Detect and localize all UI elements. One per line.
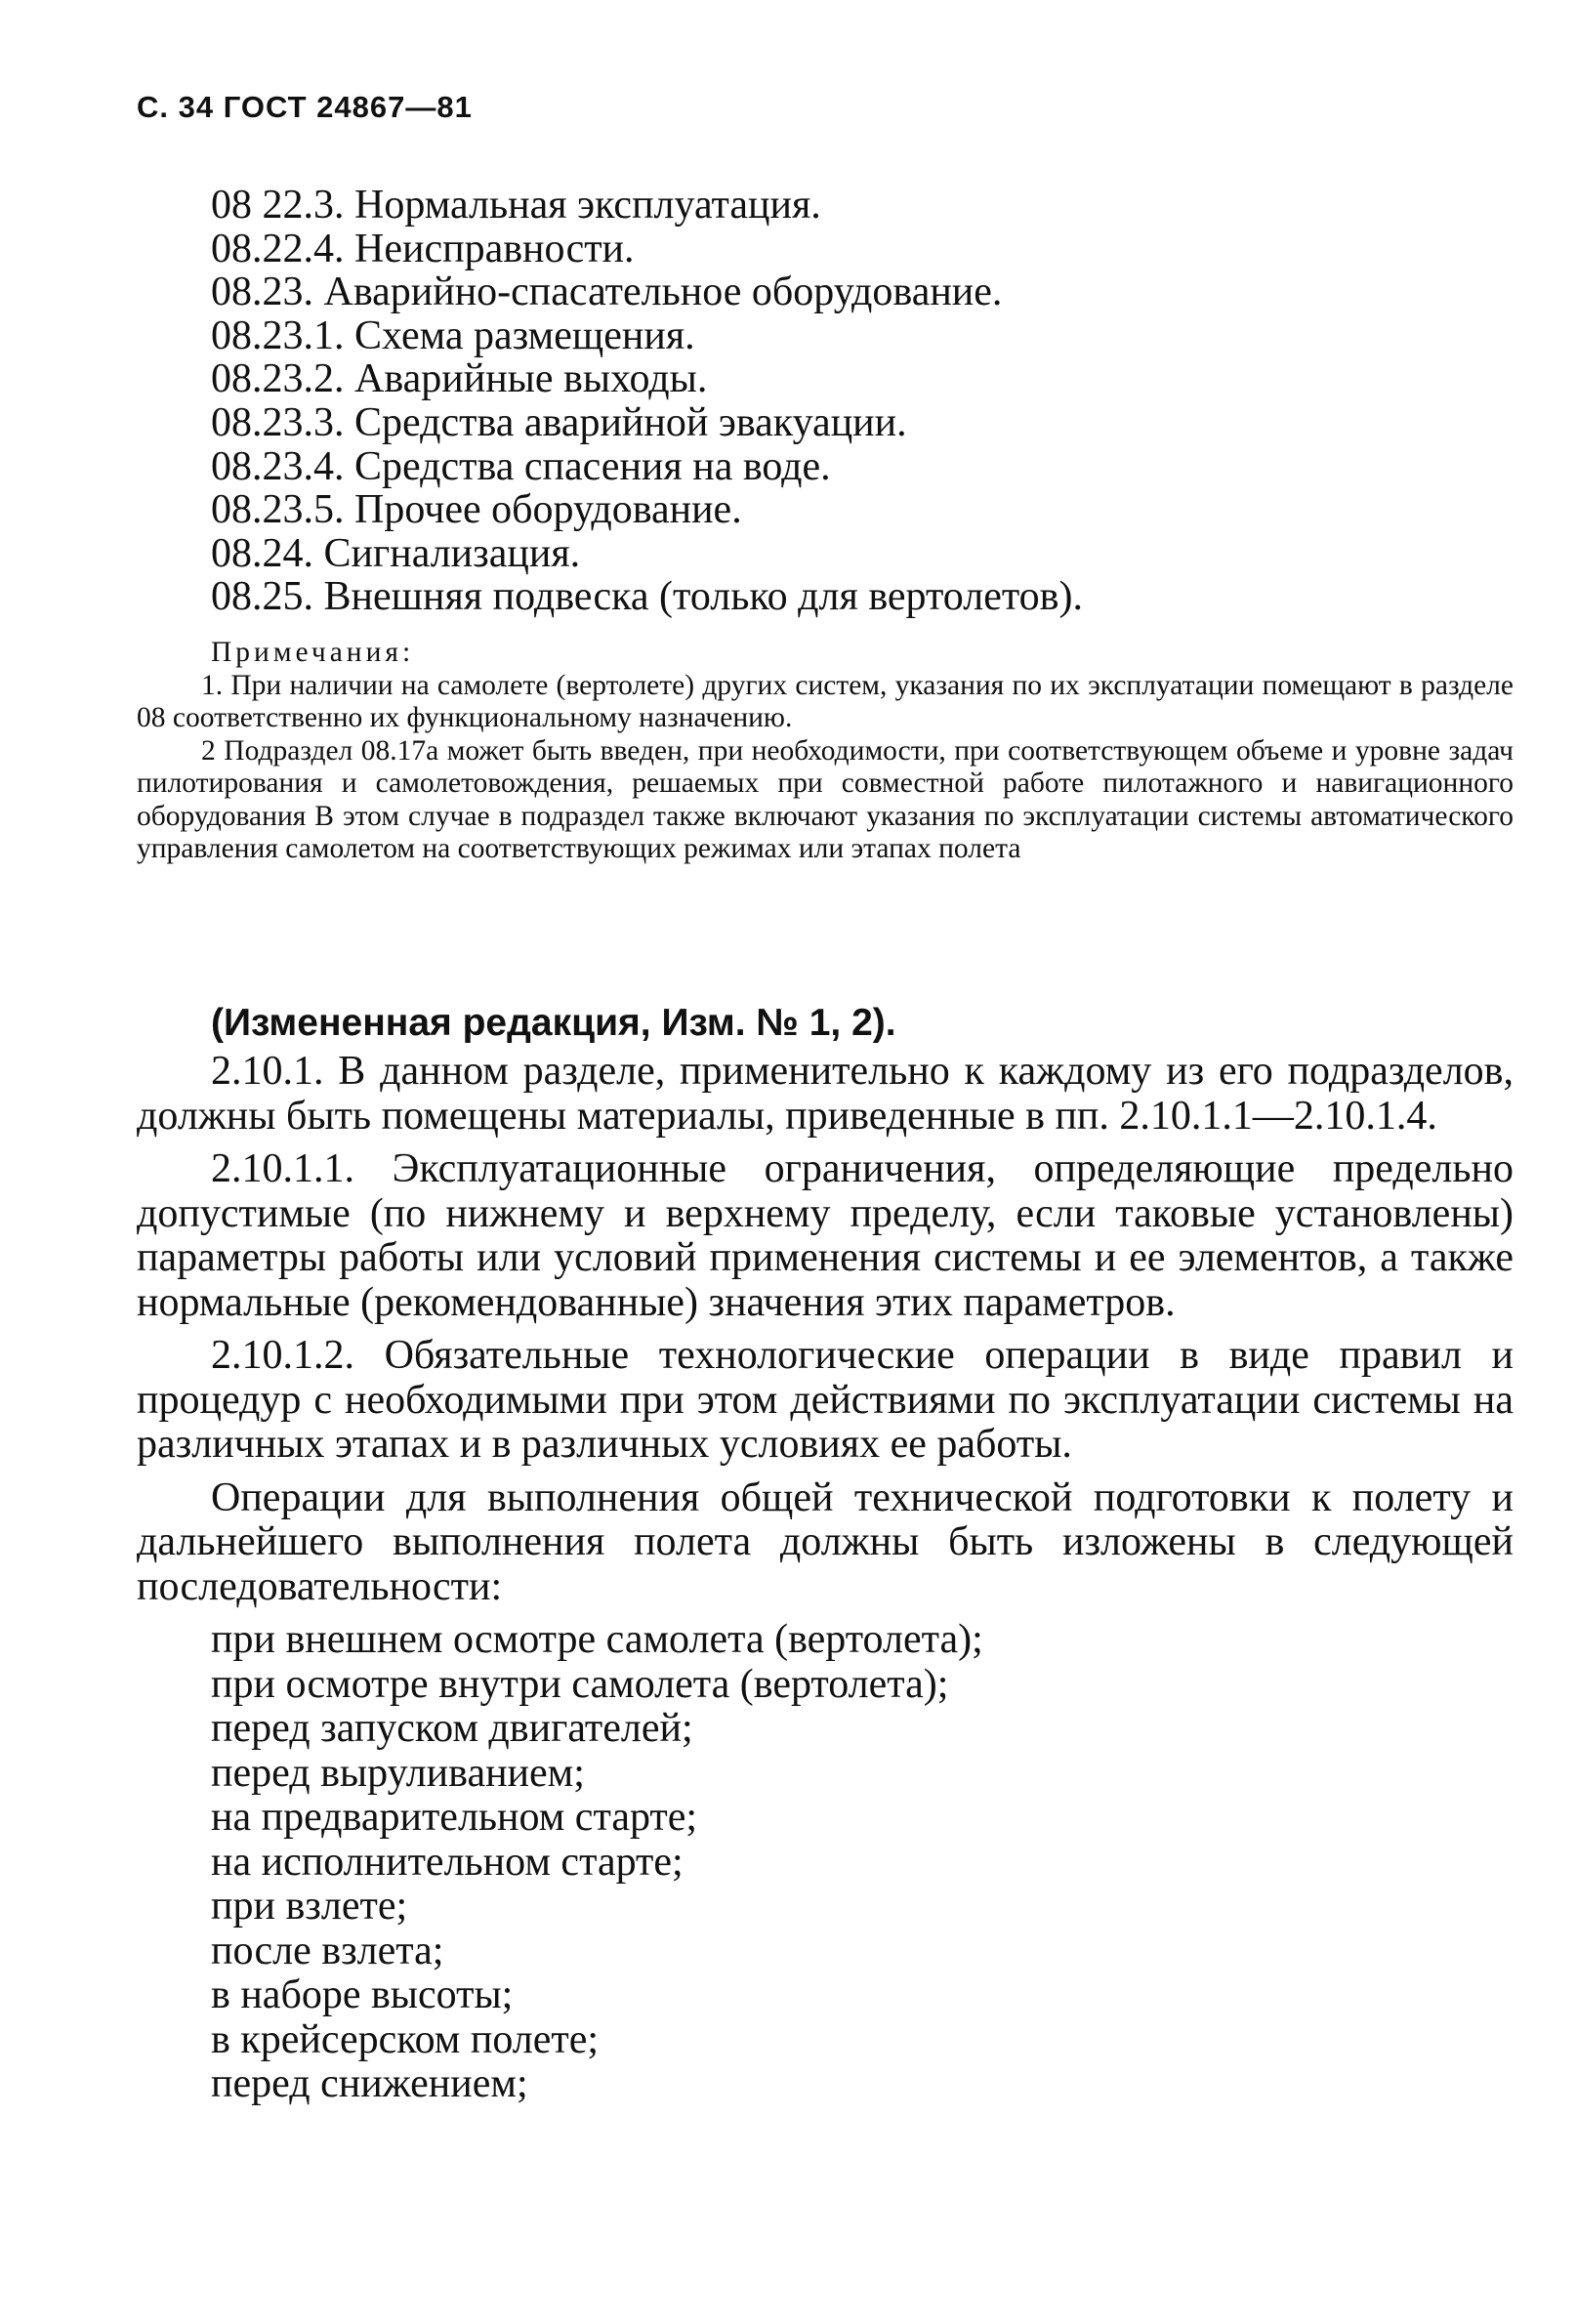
paragraph: 2.10.1. В данном разделе, применительно к каждому из его подразделов, должны быть помещены материалы, приведенные в пп. 2.10.1.1—2.10.1.4. — [137, 1049, 1514, 1139]
toc-item: 08.23.2. Аварийные выходы. — [211, 356, 708, 402]
notes-title: Примечания: — [211, 637, 415, 668]
paragraph: 2.10.1.1. Эксплуатационные ограничения, определяющие предельно допустимые (по нижнему и верхнему пределу, если таковые установлены) параметры работы или условий применения системы и ее элементов, а также нормальные (рекомендованные) значения этих параметров. — [137, 1146, 1514, 1325]
list-item: перед выруливанием; — [211, 1750, 585, 1796]
toc-item: 08.23.5. Прочее оборудование. — [211, 487, 742, 533]
list-item: в наборе высоты; — [211, 1972, 514, 2017]
toc-item: 08.22.4. Неисправности. — [211, 226, 635, 271]
sequence-list — [137, 1618, 1514, 2107]
toc-item: 08.24. Сигнализация. — [211, 530, 581, 576]
toc-item: 08.23. Аварийно-спасательное оборудование. — [211, 270, 1003, 315]
list-item: при внешнем осмотре самолета (вертолета); — [211, 1617, 983, 1662]
main-text — [137, 1050, 1514, 2107]
toc-item: 08.23.1. Схема размещения. — [211, 312, 695, 358]
toc-item: 08.23.3. Средства аварийной эвакуации. — [211, 399, 907, 445]
list-item: перед запуском двигателей; — [211, 1706, 693, 1751]
toc-item: 08 22.3. Нормальная эксплуатация. — [211, 183, 821, 228]
paragraph: Операции для выполнения общей технической подготовки к полету и дальнейшего выполнения полета должны быть изложены в следующей последовательности: — [137, 1474, 1514, 1609]
list-item: перед снижением; — [211, 2061, 528, 2106]
toc-item: 08.25. Внешняя подвеска (только для вертолетов). — [211, 574, 1083, 620]
list-item: при осмотре внутри самолета (вертолета); — [211, 1661, 949, 1707]
page-header: С. 34 ГОСТ 24867—81 — [137, 90, 473, 124]
list-item: при взлете; — [211, 1884, 408, 1929]
paragraph: 2.10.1.2. Обязательные технологические операции в виде правил и процедур с необходимыми при этом действиями по эксплуатации системы на различных этапах и в различных условиях ее работы. — [137, 1333, 1514, 1467]
notes-section — [137, 637, 1514, 866]
amendment-note: (Измененная редакция, Изм. № 1, 2). — [211, 1002, 896, 1044]
toc-list — [211, 184, 1083, 619]
list-item: на исполнительном старте; — [211, 1839, 684, 1885]
note-item: 2 Подраздел 08.17а может быть введен, при необходимости, при соответствующем объеме и уровне задач пилотирования и самолетовождения, решаемых при совместной работе пилотажного и навигационного оборудования В этом случае в подраздел также включают указания по эксплуатации системы автоматического управления самолетом на соответствующих режимах или этапах полета — [137, 734, 1514, 864]
toc-item: 08.23.4. Средства спасения на воде. — [211, 443, 831, 489]
list-item: в крейсерском полете; — [211, 2016, 600, 2062]
list-item: после взлета; — [211, 1928, 444, 1973]
note-item: 1. При наличии на самолете (вертолете) других систем, указания по их эксплуатации помещают в разделе 08 соответственно их функциональному назначению. — [137, 669, 1514, 733]
list-item: на предварительном старте; — [211, 1795, 698, 1840]
